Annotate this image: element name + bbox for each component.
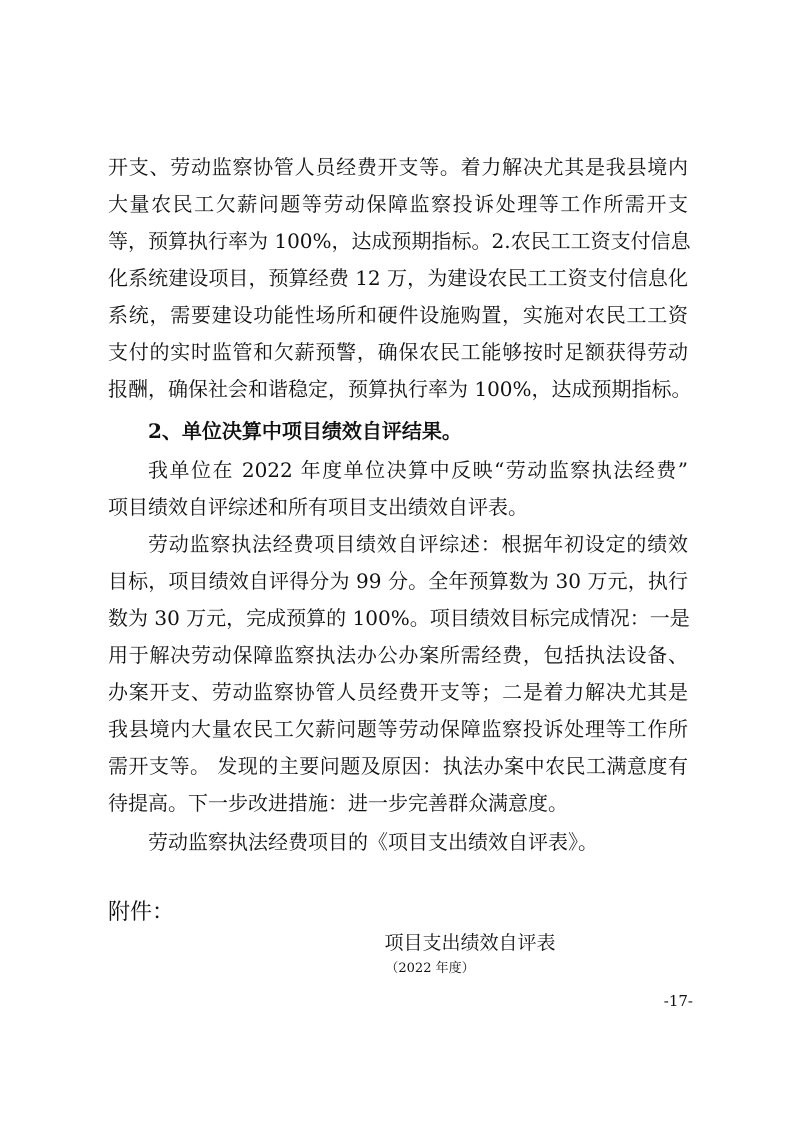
attachment-label: 附件： [108,900,175,925]
paragraph1-line-5: 系统，需要建设功能性场所和硬件设施购置，实施对农民工工资 [108,303,688,327]
paragraph1-line-4: 化系统建设项目，预算经费 12 万，为建设农民工工资支付信息化 [108,266,688,290]
paragraph1-line-6: 支付的实时监管和欠薪预警，确保农民工能够按时足额获得劳动 [108,340,688,364]
paragraph3-line-8: 待提高。下一步改进措施：进一步完善群众满意度。 [108,791,568,815]
paragraph3-line-4: 用于解决劳动保障监察执法办公办案所需经费，包括执法设备、 [108,643,688,667]
paragraph3-line-7: 需开支等。 发现的主要问题及原因：执法办案中农民工满意度有 [108,754,688,778]
attachment-table-title: 项目支出绩效自评表 [384,932,556,954]
paragraph3-line-2: 目标，项目绩效自评得分为 99 分。全年预算数为 30 万元，执行 [108,569,688,593]
paragraph2-line-1: 我单位在 2022 年度单位决算中反映“劳动监察执法经费” [148,458,688,482]
paragraph3-line-5: 办案开支、劳动监察协管人员经费开支等；二是着力解决尤其是 [108,680,688,704]
page-number: -17- [663,992,693,1010]
paragraph1-line-7: 报酬，确保社会和谐稳定，预算执行率为 100%，达成预期指标。 [108,377,692,401]
paragraph3-line-1: 劳动监察执法经费项目绩效自评综述：根据年初设定的绩效 [148,532,688,556]
paragraph1-line-1: 开支、劳动监察协管人员经费开支等。着力解决尤其是我县境内 [108,155,688,179]
section-heading: 2、单位决算中项目绩效自评结果。 [148,419,462,443]
paragraph1-line-3: 等，预算执行率为 100%，达成预期指标。2.农民工工资支付信息 [108,229,691,253]
paragraph4-line: 劳动监察执法经费项目的《项目支出绩效自评表》。 [148,830,598,854]
attachment-table-year: （2022 年度） [385,961,475,976]
paragraph1-line-2: 大量农民工欠薪问题等劳动保障监察投诉处理等工作所需开支 [108,192,688,216]
paragraph2-line-2: 项目绩效自评综述和所有项目支出绩效自评表。 [108,495,528,519]
paragraph3-line-6: 我县境内大量农民工欠薪问题等劳动保障监察投诉处理等工作所 [108,717,688,741]
paragraph3-line-3: 数为 30 万元，完成预算的 100%。项目绩效目标完成情况：一是 [108,606,690,630]
